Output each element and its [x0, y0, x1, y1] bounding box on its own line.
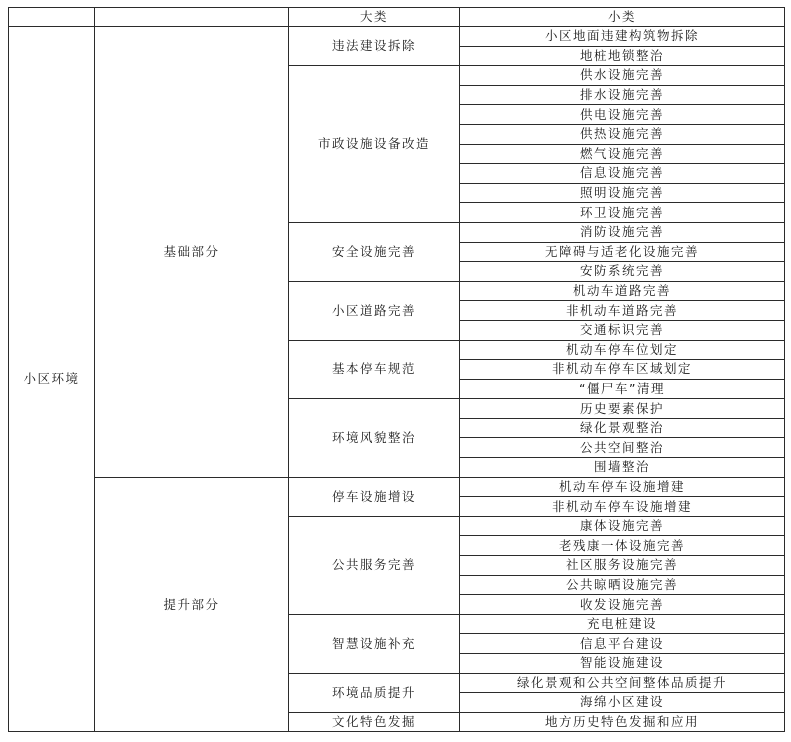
minor-category-cell: 机动车停车设施增建 — [460, 477, 785, 497]
minor-category-cell: 公共空间整治 — [460, 438, 785, 458]
header-minor-category: 小类 — [460, 8, 785, 27]
minor-category-cell: 社区服务设施完善 — [460, 556, 785, 576]
major-category-cell: 停车设施增设 — [289, 477, 460, 516]
header-row — [9, 8, 785, 27]
header-major-category: 大类 — [289, 8, 460, 27]
minor-category-cell: 消防设施完善 — [460, 222, 785, 242]
minor-category-cell: 智能设施建设 — [460, 654, 785, 674]
minor-category-cell: 供电设施完善 — [460, 105, 785, 125]
minor-category-cell: 无障碍与适老化设施完善 — [460, 242, 785, 262]
group-cell: 基础部分 — [95, 27, 289, 478]
level1-cell: 小区环境 — [9, 27, 95, 732]
major-category-cell: 智慧设施补充 — [289, 614, 460, 673]
minor-category-cell: 环卫设施完善 — [460, 203, 785, 223]
minor-category-cell: 机动车道路完善 — [460, 281, 785, 301]
minor-category-cell: 供热设施完善 — [460, 124, 785, 144]
minor-category-cell: 地方历史特色发掘和应用 — [460, 712, 785, 732]
minor-category-cell: 供水设施完善 — [460, 66, 785, 86]
minor-category-cell: 机动车停车位划定 — [460, 340, 785, 360]
minor-category-cell: 安防系统完善 — [460, 262, 785, 282]
major-category-cell: 环境风貌整治 — [289, 399, 460, 477]
major-category-cell: 小区道路完善 — [289, 281, 460, 340]
minor-category-cell: 非机动车道路完善 — [460, 301, 785, 321]
table-body — [9, 8, 785, 732]
minor-category-cell: 小区地面违建构筑物拆除 — [460, 27, 785, 47]
classification-table — [8, 7, 785, 732]
minor-category-cell: 非机动车停车区域划定 — [460, 360, 785, 380]
major-category-cell: 文化特色发掘 — [289, 712, 460, 732]
minor-category-cell: 交通标识完善 — [460, 320, 785, 340]
minor-category-cell: 围墙整治 — [460, 458, 785, 478]
minor-category-cell: 排水设施完善 — [460, 85, 785, 105]
minor-category-cell: 康体设施完善 — [460, 516, 785, 536]
minor-category-cell: 海绵小区建设 — [460, 693, 785, 713]
major-category-cell: 安全设施完善 — [289, 222, 460, 281]
major-category-cell: 市政设施设备改造 — [289, 66, 460, 223]
minor-category-cell: 老残康一体设施完善 — [460, 536, 785, 556]
minor-category-cell: “僵尸车”清理 — [460, 379, 785, 399]
minor-category-cell: 绿化景观和公共空间整体品质提升 — [460, 673, 785, 693]
minor-category-cell: 公共晾晒设施完善 — [460, 575, 785, 595]
minor-category-cell: 地桩地锁整治 — [460, 46, 785, 66]
minor-category-cell: 信息平台建设 — [460, 634, 785, 654]
header-blank-2 — [95, 8, 289, 27]
minor-category-cell: 非机动车停车设施增建 — [460, 497, 785, 517]
minor-category-cell: 信息设施完善 — [460, 164, 785, 184]
minor-category-cell: 历史要素保护 — [460, 399, 785, 419]
minor-category-cell: 充电桩建设 — [460, 614, 785, 634]
minor-category-cell: 燃气设施完善 — [460, 144, 785, 164]
minor-category-cell: 照明设施完善 — [460, 183, 785, 203]
minor-category-cell: 绿化景观整治 — [460, 418, 785, 438]
group-cell: 提升部分 — [95, 477, 289, 732]
table-row — [9, 477, 785, 497]
major-category-cell: 违法建设拆除 — [289, 27, 460, 66]
major-category-cell: 基本停车规范 — [289, 340, 460, 399]
major-category-cell: 环境品质提升 — [289, 673, 460, 712]
header-blank-1 — [9, 8, 95, 27]
table-row — [9, 27, 785, 47]
major-category-cell: 公共服务完善 — [289, 516, 460, 614]
minor-category-cell: 收发设施完善 — [460, 595, 785, 615]
